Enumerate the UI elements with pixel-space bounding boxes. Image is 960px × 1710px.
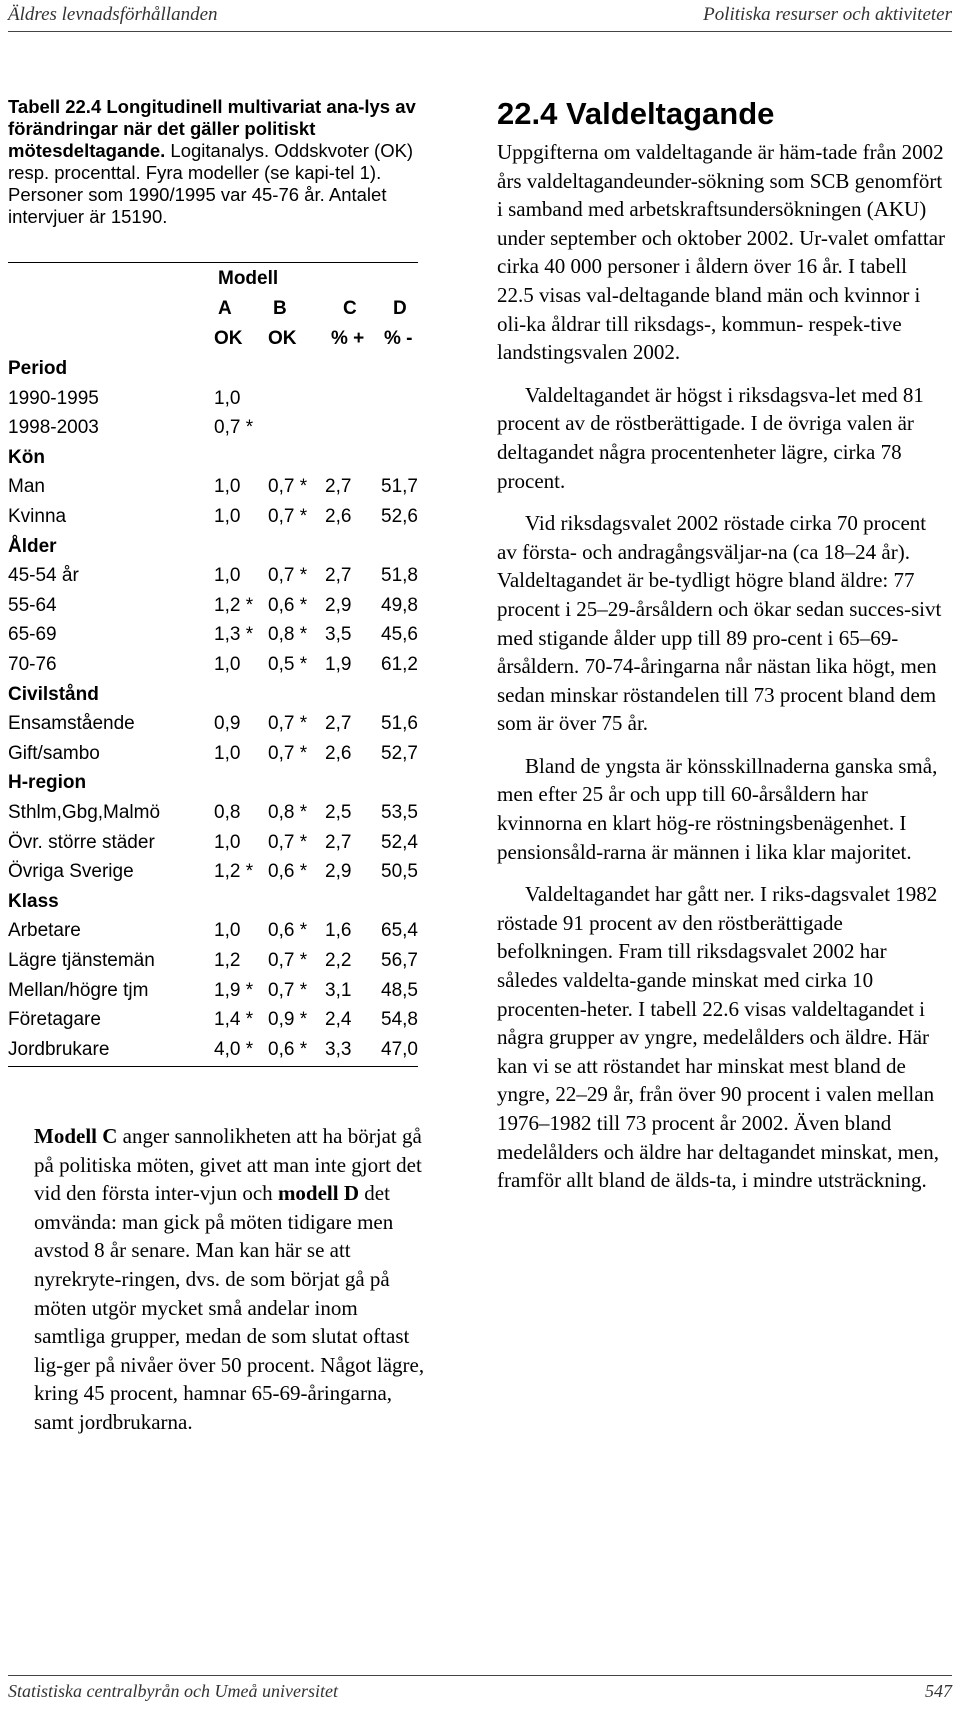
row-label: 1990-1995: [8, 387, 99, 409]
cell-d: 49,8: [381, 594, 418, 616]
cell-c: 2,9: [325, 861, 352, 883]
cell-d: 48,5: [381, 979, 418, 1001]
cell-b: 0,7 *: [268, 979, 308, 1001]
table-group-row: [8, 443, 418, 473]
group-label: Civilstånd: [8, 683, 99, 705]
table-row: [8, 502, 418, 532]
table-caption-block: [8, 96, 430, 228]
cell-a: 1,0: [214, 742, 241, 764]
cell-c: 2,7: [325, 476, 352, 498]
row-label: Övriga Sverige: [8, 861, 134, 883]
col-header-d: D: [393, 298, 407, 319]
cell-c: 2,5: [325, 802, 352, 823]
header-right-title: Politiska resurser och aktiviteter: [703, 4, 952, 25]
section-valdeltagande: [497, 96, 947, 1209]
cell-b: 0,6 *: [268, 920, 308, 942]
row-label: 55-64: [8, 594, 57, 616]
row-label: Kvinna: [8, 506, 67, 527]
cell-b: 0,7 *: [268, 506, 308, 527]
cell-d: 47,0: [381, 1038, 418, 1060]
cell-b: 0,8 *: [268, 624, 308, 646]
row-label: Sthlm,Gbg,Malmö: [8, 802, 161, 823]
cell-d: 65,4: [381, 920, 418, 942]
row-label: 65-69: [8, 624, 57, 646]
table-row: [8, 946, 418, 976]
cell-b: 0,8 *: [268, 802, 308, 823]
table-row: [8, 472, 418, 502]
cell-a: 0,7 *: [214, 417, 254, 439]
cell-d: 54,8: [381, 1009, 418, 1031]
cell-a: 1,3 *: [214, 624, 254, 646]
cell-a: 1,0: [214, 831, 241, 853]
table-model-header-row: [8, 264, 418, 294]
cell-a: 0,8: [214, 802, 241, 823]
cell-d: 52,4: [381, 831, 418, 853]
section-paragraph-5: Valdeltagandet har gått ner. I riks-dagsvalet 1982 röstade 91 procent av den röstberättigade befolkningen. Fram till riksdagsvalet 2002 har således valdelta-gande minskat med cirka 10 procenten-heter. I tabell 22.6 visas valdeltagandet i några grupper av yngre, medelålders och äldre. Här kan vi se att röstandet har minskat mest bland de yngre, 22–29 år, från över 90 procent i valen mellan 1976–1982 till 73 procent år 2002. Även bland medelålders och äldre har deltagandet minskat, men, framför allt bland de älds-ta, i mindre utsträckning.: [497, 882, 939, 1193]
table-row: [8, 650, 418, 680]
cell-c: 3,5: [325, 624, 352, 646]
model-d-term: modell D: [277, 1181, 360, 1206]
header-left-title: Äldres levnadsförhållanden: [8, 4, 218, 25]
cell-a: 0,9: [214, 713, 241, 735]
table-row: [8, 798, 418, 828]
cell-a: 1,0: [214, 387, 241, 409]
cell-b: 0,7 *: [268, 950, 308, 971]
cell-d: 45,6: [381, 624, 418, 646]
table-row: [8, 709, 418, 739]
cell-a: 1,0: [214, 654, 241, 675]
table-row: [8, 828, 418, 858]
section-paragraph-2: Valdeltagandet är högst i riksdagsva-let med 81 procent av de röstberättigade. I de övriga valen är deltagandet några procentenheter lägre, cirka 78 procent.: [497, 382, 924, 493]
cell-b: 0,6 *: [268, 1038, 308, 1060]
row-label: 45-54 år: [8, 565, 79, 587]
table-row: [8, 976, 418, 1006]
cell-a: 1,4 *: [214, 1009, 254, 1031]
table-row: [8, 384, 418, 414]
page-footer: [8, 1676, 952, 1706]
cell-c: 2,7: [325, 565, 352, 587]
col-unit-a: OK: [214, 328, 243, 349]
cell-d: 53,5: [381, 802, 418, 823]
group-label: Ålder: [8, 535, 57, 557]
group-label: Period: [8, 358, 68, 379]
table-caption-title: Tabell 22.4 Longitudinell multivariat ana-lys av förändringar när det gäller politiskt mötesdeltagande.: [8, 96, 416, 161]
model-explanation-paragraph: [34, 1122, 434, 1437]
cell-c: 2,4: [325, 1009, 352, 1031]
row-label: Jordbrukare: [8, 1038, 110, 1060]
table-group-row: [8, 532, 418, 562]
cell-d: 51,8: [381, 565, 418, 587]
table-bottom-rule: [8, 1066, 418, 1067]
row-label: Gift/sambo: [8, 742, 100, 764]
model-header: Modell: [218, 268, 279, 289]
cell-c: 2,7: [325, 831, 352, 853]
cell-c: 2,7: [325, 713, 352, 735]
cell-b: 0,7 *: [268, 742, 308, 764]
cell-b: 0,7 *: [268, 713, 308, 735]
table-row: [8, 413, 418, 443]
col-header-b: B: [273, 298, 287, 319]
cell-a: 1,0: [214, 565, 241, 587]
cell-d: 50,5: [381, 861, 418, 883]
cell-b: 0,6 *: [268, 594, 308, 616]
group-label: Kön: [8, 446, 45, 468]
cell-c: 2,2: [325, 950, 352, 971]
table-caption-text: Logitanalys. Oddskvoter (OK) resp. procenttal. Fyra modeller (se kapi-tel 1). Personer som 1990/1995 var 45-76 år. Antalet intervjuer är 15190.: [8, 140, 414, 227]
table-caption: [8, 96, 430, 228]
row-label: Lägre tjänstemän: [8, 950, 155, 971]
footer-publisher: Statistiska centralbyrån och Umeå universitet: [8, 1681, 338, 1701]
cell-d: 61,2: [381, 654, 418, 675]
row-label: Ensamstående: [8, 713, 135, 735]
col-header-a: A: [218, 298, 232, 319]
cell-b: 0,6 *: [268, 861, 308, 883]
cell-b: 0,9 *: [268, 1009, 308, 1031]
page-number: 547: [925, 1681, 952, 1701]
table-row: [8, 1035, 418, 1065]
cell-c: 3,1: [325, 979, 352, 1001]
cell-c: 2,9: [325, 594, 352, 616]
cell-d: 51,6: [381, 713, 418, 735]
table-letter-header-row: [8, 294, 418, 324]
model-explanation: [34, 1122, 434, 1437]
cell-a: 1,0: [214, 920, 241, 942]
cell-a: 1,2 *: [214, 594, 254, 616]
cell-d: 56,7: [381, 950, 418, 971]
row-label: Arbetare: [8, 920, 81, 942]
row-label: Övr. större städer: [8, 831, 155, 853]
cell-a: 1,0: [214, 506, 241, 527]
table-group-row: [8, 354, 418, 384]
table-row: [8, 739, 418, 769]
section-paragraph-4: Bland de yngsta är könsskillnaderna ganska små, men efter 25 år och upp till 60-årsåldern har kvinnorna en klart hög-re röstningsbenägenhet. I pensionsåld-rarna är männen i lika klar majoritet.: [497, 753, 938, 864]
col-unit-c: % +: [331, 328, 365, 349]
table-row: [8, 1005, 418, 1035]
model-explanation-text-2: det omvända: man gick på möten tidigare men avstod 8 år senare. Man kan här se att nyrekryte-ringen, dvs. de som börjat gå på möten utgör mycket små andelar inom samtliga grupper, medan de som slutat oftast lig-ger på nivåer över 50 procent. Något lägre, kring 45 procent, hamnar 65-69-åringarna, samt jordbrukarna.: [34, 1181, 425, 1434]
table-unit-header-row: [8, 324, 418, 354]
row-label: 1998-2003: [8, 417, 99, 439]
section-paragraph-1: Uppgifterna om valdeltagande är häm-tade från 2002 års valdeltagandeunder-sökning som SCB genomfört i samband med arbetskraftsundersökningen (AKU) under september och oktober 2002. Ur-valet omfattar cirka 40 000 personer i åldern över 16 år. I tabell 22.5 visas val-deltagande bland män och kvinnor i oli-ka åldrar till riksdags-, kommun- respek-tive landstingsvalen 2002.: [497, 140, 946, 365]
cell-d: 52,6: [381, 506, 418, 527]
cell-a: 1,2 *: [214, 861, 254, 883]
table-row: [8, 620, 418, 650]
table-group-row: [8, 887, 418, 917]
row-label: Man: [8, 476, 45, 498]
cell-a: 1,0: [214, 476, 241, 498]
cell-c: 2,6: [325, 742, 352, 764]
table-row: [8, 916, 418, 946]
cell-a: 1,2: [214, 950, 241, 971]
cell-c: 3,3: [325, 1038, 352, 1060]
model-c-term: Modell C: [34, 1124, 118, 1148]
col-header-c: C: [343, 298, 357, 319]
cell-c: 1,9: [325, 654, 352, 675]
col-unit-d: % -: [384, 328, 413, 349]
table-row: [8, 857, 418, 887]
cell-a: 1,9 *: [214, 979, 254, 1001]
col-unit-b: OK: [268, 328, 297, 349]
table-top-rule: [8, 262, 418, 263]
section-paragraph-3: Vid riksdagsvalet 2002 röstade cirka 70 procent av första- och andragångsväljar-na (ca 18–24 år). Valdeltagandet är be-tydligt högre bland äldre: 77 procent i 25–29-årsåldern och ökar sedan succes-sivt med stigande ålder upp till 89 pro-cent i 65–69-årsåldern. 70-74-åringarna når nästan lika högt, men sedan minskar röstandelen till 73 procent bland dem som är över 75 år.: [497, 511, 942, 736]
cell-b: 0,7 *: [268, 565, 308, 587]
cell-b: 0,7 *: [268, 831, 308, 853]
table-group-row: [8, 680, 418, 710]
model-explanation-text-1: anger sannolikheten att ha börjat gå på politiska möten, givet att man inte gjort det vid den första inter-vjun och: [34, 1124, 422, 1206]
cell-d: 51,7: [381, 476, 418, 498]
table-group-row: [8, 768, 418, 798]
row-label: 70-76: [8, 654, 57, 675]
cell-c: 2,6: [325, 506, 352, 527]
row-label: Företagare: [8, 1009, 101, 1031]
cell-c: 1,6: [325, 920, 352, 942]
cell-a: 4,0 *: [214, 1038, 254, 1060]
table-row: [8, 561, 418, 591]
section-title: 22.4 Valdeltagande: [497, 96, 775, 131]
table-row: [8, 591, 418, 621]
cell-b: 0,5 *: [268, 654, 308, 675]
row-label: Mellan/högre tjm: [8, 979, 149, 1001]
running-header: [8, 2, 952, 32]
cell-b: 0,7 *: [268, 476, 308, 498]
group-label: Klass: [8, 890, 59, 912]
cell-d: 52,7: [381, 742, 418, 764]
header-rule: [8, 31, 952, 32]
group-label: H-region: [8, 772, 87, 794]
